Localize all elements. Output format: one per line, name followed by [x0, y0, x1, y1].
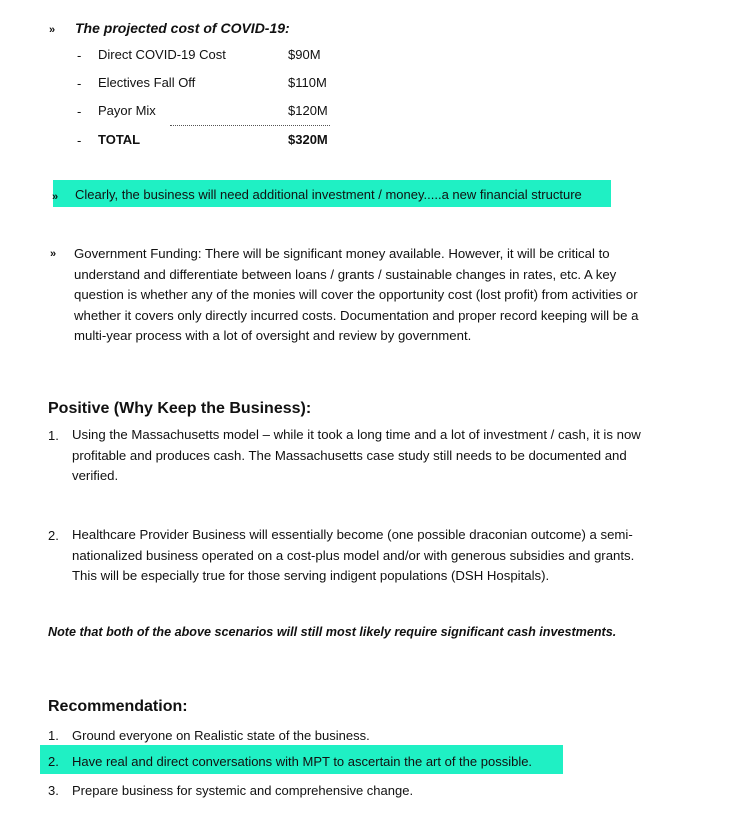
total-label: TOTAL: [98, 132, 141, 147]
paragraph-line: This will be especially true for those serving indigent populations (DSH Hospitals).: [72, 568, 550, 583]
bullet-marker: »: [52, 191, 59, 203]
government-funding-paragraph: [74, 244, 714, 347]
paragraph-line: Using the Massachusetts model – while it took a long time and a lot of investment / cash, it is now: [72, 427, 641, 442]
highlighted-note: Clearly, the business will need additional investment / money.....a new financial structure: [75, 187, 582, 202]
paragraph-line: profitable and produces cash. The Massachusetts case study still needs to be documented and: [72, 447, 627, 463]
list-dash: -: [77, 104, 82, 119]
bullet-marker: »: [50, 248, 57, 260]
paragraph-line: verified.: [72, 468, 119, 483]
scenarios-note: Note that both of the above scenarios will still most likely require significant cash investments.: [48, 625, 617, 639]
paragraph-line: Government Funding: There will be significant money available. However, it will be critical to: [74, 246, 610, 261]
item-number: 2.: [48, 754, 59, 769]
cost-amount: $90M: [288, 47, 321, 62]
paragraph-line: whether it covers only directly incurred costs. Documentation and proper record keeping will be a: [74, 307, 639, 323]
positive-heading: Positive (Why Keep the Business):: [48, 400, 312, 417]
recommendation-item: Prepare business for systemic and comprehensive change.: [72, 783, 414, 798]
paragraph-line: multi-year process with a lot of oversight and review by government.: [74, 328, 472, 343]
list-dash: -: [77, 76, 82, 91]
paragraph-line: Healthcare Provider Business will essentially become (one possible draconian outcome) a semi-: [72, 527, 633, 542]
paragraph-line: question is whether any of the monies will cover the opportunity cost (lost profit) from activities or: [74, 287, 638, 302]
item-number: 2.: [48, 528, 59, 543]
paragraph-line: nationalized business operated on a cost-plus model and/or with generous subsidies and grants.: [72, 547, 635, 563]
list-dash: -: [77, 48, 82, 63]
recommendation-heading: Recommendation:: [48, 698, 188, 715]
positive-item-2: [72, 525, 717, 587]
item-number: 1.: [48, 428, 59, 443]
item-number: 3.: [48, 783, 59, 798]
bullet-marker: »: [49, 24, 56, 36]
cost-amount: $120M: [288, 103, 328, 118]
recommendation-item: Have real and direct conversations with MPT to ascertain the art of the possible.: [72, 754, 533, 769]
sum-rule: [170, 125, 330, 126]
recommendation-item: Ground everyone on Realistic state of the business.: [72, 728, 370, 743]
cost-amount: $110M: [288, 75, 327, 90]
list-dash: -: [77, 133, 82, 148]
cost-label: Direct COVID-19 Cost: [98, 47, 226, 62]
positive-item-1: [72, 425, 717, 487]
paragraph-line: understand and differentiate between loans / grants / sustainable changes in rates, etc. A key: [74, 266, 617, 282]
cost-label: Electives Fall Off: [98, 75, 196, 90]
total-amount: $320M: [288, 132, 328, 147]
covid-cost-heading: The projected cost of COVID-19:: [75, 20, 290, 36]
cost-label: Payor Mix: [98, 103, 156, 118]
item-number: 1.: [48, 728, 59, 743]
